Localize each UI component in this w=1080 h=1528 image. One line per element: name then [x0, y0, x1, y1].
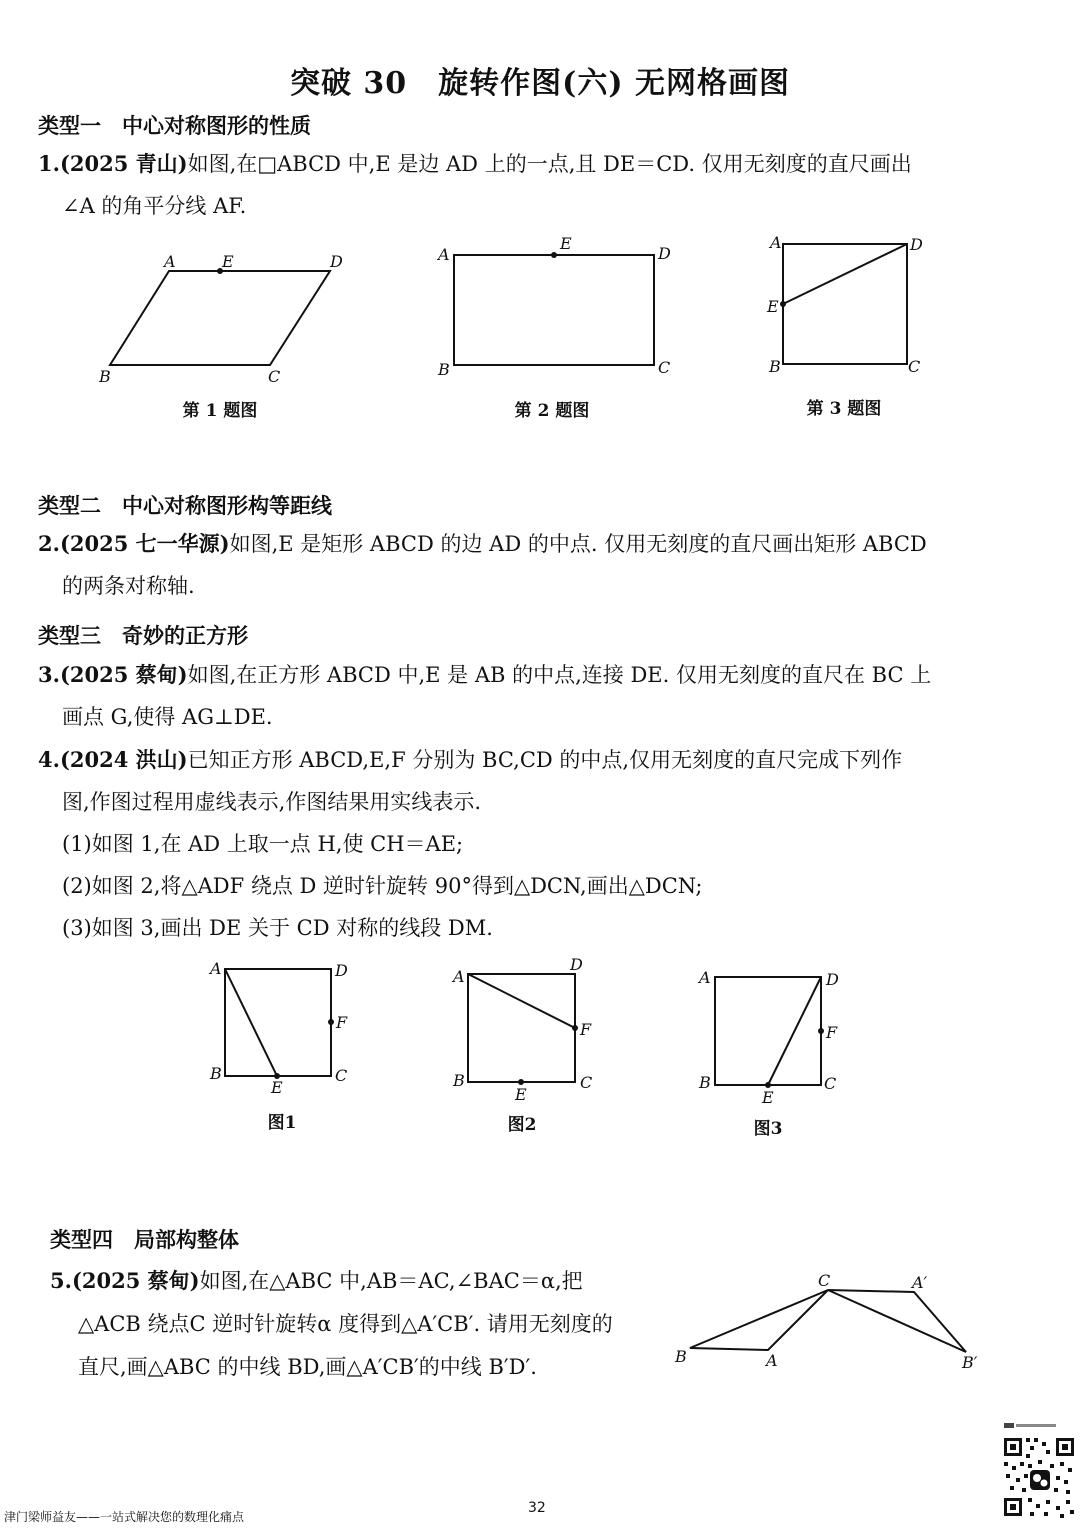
label-e: E: [762, 1088, 774, 1107]
problem-4-sub3: (3)如图 3,画出 DE 关于 CD 对称的线段 DM.: [62, 916, 493, 940]
label-b-prime: B′: [962, 1353, 978, 1372]
label-c: C: [908, 357, 921, 376]
page-number: 32: [528, 1500, 546, 1516]
problem-4-line1: [38, 740, 902, 780]
label-a-prime: A′: [912, 1273, 928, 1292]
segment-af: [468, 974, 575, 1028]
problem-5-line1: [50, 1261, 583, 1301]
problem-5-number: 5.: [50, 1268, 72, 1293]
problem-5-figure-triangles: [670, 1268, 990, 1378]
label-c: C: [335, 1066, 348, 1085]
problem-2-text: 如图,E 是矩形 ABCD 的边 AD 的中点. 仅用无刻度的直尺画出矩形 ABCD: [229, 532, 927, 556]
point-e-dot: [780, 301, 786, 307]
label-b: B: [99, 367, 111, 386]
figure-1-parallelogram: [90, 245, 350, 385]
label-d: D: [335, 961, 348, 980]
problem-4-number: 4.: [38, 747, 60, 772]
label-e: E: [515, 1085, 527, 1104]
label-d: D: [658, 244, 671, 263]
problem-4-figure-1: [205, 955, 355, 1095]
point-f-dot: [818, 1028, 824, 1034]
figure-3-square: [760, 232, 930, 382]
label-a: A: [770, 233, 782, 252]
type-heading-2: 类型二 中心对称图形构等距线: [38, 493, 332, 518]
problem-4-figure-1-caption: 图1: [267, 1113, 297, 1133]
label-b: B: [453, 1071, 465, 1090]
problem-4-figure-3: [695, 965, 845, 1105]
problem-1-source: (2025 青山): [59, 151, 188, 176]
problem-4-sub2: (2)如图 2,将△ADF 绕点 D 逆时针旋转 90°得到△DCN,画出△DCN;: [62, 874, 703, 898]
label-e: E: [767, 297, 779, 316]
footer-slogan: 津门梁师益友——一站式解决您的数理化痛点: [4, 1510, 245, 1524]
problem-4-line2: 图,作图过程用虚线表示,作图结果用实线表示.: [62, 790, 482, 814]
label-b: B: [675, 1347, 687, 1366]
label-e: E: [222, 252, 234, 271]
label-f: F: [336, 1013, 348, 1032]
problem-1-line1: [38, 144, 912, 184]
label-c: C: [268, 367, 281, 386]
problem-5-text: 如图,在△ABC 中,AB＝AC,∠BAC＝α,把: [199, 1269, 583, 1293]
problem-4-figure-2-caption: 图2: [507, 1115, 537, 1135]
label-c: C: [580, 1073, 593, 1092]
problem-4-text: 已知正方形 ABCD,E,F 分别为 BC,CD 的中点,仅用无刻度的直尺完成下列作: [187, 748, 903, 772]
label-e: E: [560, 234, 572, 253]
problem-3-line2: 画点 G,使得 AG⊥DE.: [62, 705, 273, 729]
triangle-abc: [690, 1290, 828, 1350]
label-d: D: [826, 970, 839, 989]
problem-4-figure-2: [448, 955, 598, 1104]
problem-2-line2: 的两条对称轴.: [62, 574, 195, 598]
square-shape: [783, 244, 907, 364]
problem-3-line1: [38, 655, 931, 695]
label-c: C: [818, 1271, 831, 1290]
problem-2-source: (2025 七一华源): [59, 531, 230, 556]
problem-1-line2: ∠A 的角平分线 AF.: [62, 194, 247, 218]
label-b: B: [769, 357, 781, 376]
figure-2-rectangle: [430, 235, 680, 385]
point-f-dot: [572, 1025, 578, 1031]
problem-4-source: (2024 洪山): [59, 747, 188, 772]
problem-4-sub1: (1)如图 1,在 AD 上取一点 H,使 CH＝AE;: [62, 832, 464, 856]
type-heading-3: 类型三 奇妙的正方形: [38, 623, 248, 648]
label-a: A: [210, 959, 222, 978]
problem-1-number: 1.: [38, 151, 60, 176]
label-a: A: [164, 252, 176, 271]
segment-de: [768, 977, 821, 1085]
problem-5-line2: △ACB 绕点C 逆时针旋转α 度得到△A′CB′. 请用无刻度的: [78, 1312, 613, 1336]
problem-4-figure-3-caption: 图3: [753, 1119, 783, 1139]
square-shape: [225, 969, 331, 1076]
figure-3-caption: 第 3 题图: [806, 399, 882, 419]
problem-1-text: 如图,在□ABCD 中,E 是边 AD 上的一点,且 DE＝CD. 仅用无刻度的直尺画出: [187, 152, 912, 176]
figure-2-caption: 第 2 题图: [514, 401, 590, 421]
point-f-dot: [328, 1019, 334, 1025]
triangle-a-prime-c-b-prime: [828, 1290, 966, 1352]
type-heading-1: 类型一 中心对称图形的性质: [38, 113, 311, 138]
label-f: F: [580, 1020, 592, 1039]
rectangle-shape: [454, 255, 654, 365]
label-b: B: [699, 1073, 711, 1092]
problem-5-source: (2025 蔡甸): [71, 1268, 200, 1293]
label-a: A: [699, 968, 711, 987]
problem-2-line1: [38, 524, 927, 564]
label-a: A: [766, 1351, 778, 1370]
problem-5-line3: 直尺,画△ABC 的中线 BD,画△A′CB′的中线 B′D′.: [78, 1355, 537, 1379]
label-e: E: [271, 1078, 283, 1097]
label-b: B: [210, 1064, 222, 1083]
square-shape: [468, 974, 575, 1082]
label-a: A: [453, 967, 465, 986]
label-a: A: [438, 245, 450, 264]
label-d: D: [330, 252, 343, 271]
label-f: F: [826, 1023, 838, 1042]
segment-ae: [225, 969, 277, 1076]
label-d: D: [910, 235, 923, 254]
figure-1-caption: 第 1 题图: [182, 401, 258, 421]
problem-3-number: 3.: [38, 662, 60, 687]
segment-de: [783, 244, 907, 304]
type-heading-4: 类型四 局部构整体: [50, 1227, 239, 1252]
problem-3-source: (2025 蔡甸): [59, 662, 188, 687]
square-shape: [715, 977, 821, 1085]
page-title: 突破 30 旋转作图(六) 无网格画图: [289, 66, 791, 101]
point-e-dot: [551, 252, 557, 258]
label-d: D: [570, 955, 583, 974]
label-b: B: [438, 360, 450, 379]
label-c: C: [824, 1074, 837, 1093]
problem-3-text: 如图,在正方形 ABCD 中,E 是 AB 的中点,连接 DE. 仅用无刻度的直尺在 BC 上: [187, 663, 932, 687]
label-c: C: [658, 358, 671, 377]
parallelogram-shape: [110, 271, 330, 365]
qr-code-image: [1002, 1420, 1076, 1520]
problem-2-number: 2.: [38, 531, 60, 556]
